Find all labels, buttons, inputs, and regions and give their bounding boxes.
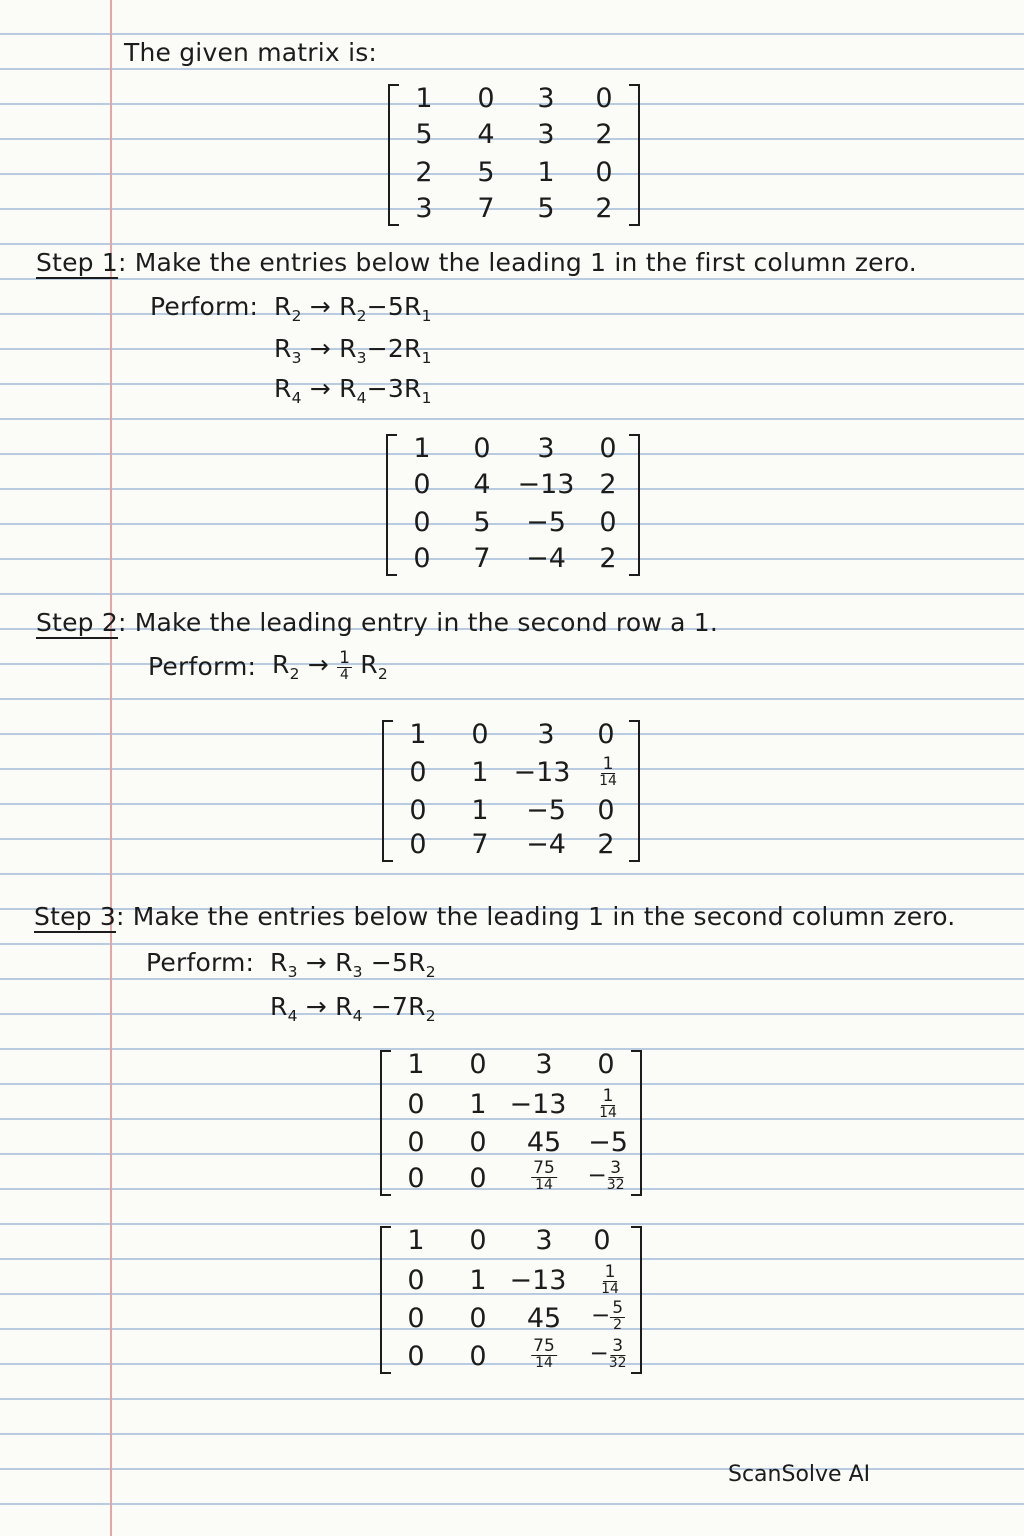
matrix-cell: 0 [599, 507, 617, 538]
matrix-cell: 1 [415, 83, 433, 114]
step2-perform: Perform: [148, 652, 257, 681]
step3-op1: $R_3 \to R_3 -5R_2$ [270, 948, 436, 981]
matrix-cell: 5 [537, 193, 555, 224]
matrix-cell: 1 [407, 1225, 425, 1256]
matrix-cell: 2 [595, 119, 613, 150]
matrix-cell: 3 [535, 1049, 553, 1080]
step1-op3: $R_4 \to R_4-3R_1$ [274, 374, 432, 407]
matrix-cell: 2 [597, 829, 615, 860]
bracket-left [382, 720, 393, 862]
matrix-cell: 45 [526, 1303, 562, 1334]
matrix-cell: 0 [469, 1225, 487, 1256]
bracket-left [388, 84, 399, 226]
matrix-cell: 1 [469, 1265, 487, 1296]
matrix-cell: 0 [413, 469, 431, 500]
step2-op1: $R_2$ → $\frac{1}{4}$ $R_2$ [272, 648, 388, 683]
matrix-cell: −5 [526, 795, 566, 826]
matrix-cell: 3 [537, 119, 555, 150]
bracket-right [629, 84, 640, 226]
step3-label: Step 3 [34, 902, 116, 931]
matrix-cell: 0 [407, 1341, 425, 1372]
matrix-cell: 0 [599, 433, 617, 464]
matrix-cell: 0 [595, 83, 613, 114]
matrix-cell-fraction: $\frac{75}{14}$ [533, 1158, 555, 1193]
step3-perform: Perform: [146, 948, 255, 977]
bracket-left [380, 1050, 391, 1196]
matrix-cell: 5 [477, 157, 495, 188]
matrix-cell: 0 [469, 1163, 487, 1194]
matrix-cell: −5 [526, 507, 566, 538]
bracket-left [386, 434, 397, 576]
matrix-cell-fraction: − $\frac{3}{32}$ [589, 1336, 627, 1371]
step1-op2: $R_3 \to R_3-2R_1$ [274, 334, 432, 367]
matrix-cell: 0 [469, 1341, 487, 1372]
matrix-cell: 1 [407, 1049, 425, 1080]
matrix-cell: 2 [599, 469, 617, 500]
matrix-cell: −13 [509, 1089, 567, 1120]
matrix-cell: 0 [413, 543, 431, 574]
margin-line [110, 0, 112, 1536]
matrix-cell: 5 [415, 119, 433, 150]
matrix-cell-fraction: $\frac{1}{14}$ [601, 1262, 619, 1297]
matrix-cell: 3 [415, 193, 433, 224]
matrix-cell: 2 [599, 543, 617, 574]
matrix-cell: 0 [469, 1127, 487, 1158]
matrix-cell: −4 [526, 829, 566, 860]
fraction: $\frac{1}{4}$ [339, 648, 351, 683]
step1-desc: : Make the entries below the leading 1 in the first column zero. [117, 248, 917, 277]
step2-heading [36, 608, 718, 637]
matrix-step3-b [380, 1226, 642, 1374]
matrix-cell: 0 [471, 719, 489, 750]
matrix-cell: −5 [588, 1127, 628, 1158]
matrix-cell: 0 [409, 795, 427, 826]
step1-heading [36, 248, 917, 277]
matrix-step3-a [380, 1050, 642, 1196]
matrix-cell: 1 [409, 719, 427, 750]
matrix-cell: 7 [477, 193, 495, 224]
matrix-cell: 3 [537, 83, 555, 114]
matrix-cell: 4 [473, 469, 491, 500]
bracket-left [380, 1226, 391, 1374]
matrix-cell: 0 [473, 433, 491, 464]
matrix-cell-fraction: $\frac{1}{14}$ [599, 754, 617, 789]
intro-text: The given matrix is: [124, 38, 378, 67]
matrix-cell: 0 [593, 1225, 611, 1256]
matrix-cell: 45 [526, 1127, 562, 1158]
matrix-cell: 0 [407, 1265, 425, 1296]
matrix-cell: 0 [469, 1049, 487, 1080]
matrix-cell: 0 [409, 757, 427, 788]
matrix-cell: 7 [473, 543, 491, 574]
bracket-right [629, 720, 640, 862]
matrix-cell: 0 [409, 829, 427, 860]
matrix-cell: −13 [517, 469, 575, 500]
matrix-cell: 4 [477, 119, 495, 150]
matrix-cell: 3 [535, 1225, 553, 1256]
matrix-cell: 5 [473, 507, 491, 538]
step3-heading [34, 902, 955, 931]
matrix-cell: 2 [415, 157, 433, 188]
matrix-cell: 3 [537, 433, 555, 464]
step2-label: Step 2 [36, 608, 118, 637]
matrix-cell: 0 [597, 1049, 615, 1080]
matrix-cell: 0 [407, 1303, 425, 1334]
matrix-cell: 0 [407, 1127, 425, 1158]
matrix-cell: 0 [595, 157, 613, 188]
matrix-cell: 0 [597, 795, 615, 826]
matrix-cell: 0 [469, 1303, 487, 1334]
matrix-cell: 1 [537, 157, 555, 188]
matrix-cell: −13 [513, 757, 571, 788]
matrix-cell: 3 [537, 719, 555, 750]
matrix-cell: 0 [477, 83, 495, 114]
matrix-cell: 0 [413, 507, 431, 538]
matrix-cell-fraction: − $\frac{3}{32}$ [587, 1158, 625, 1193]
matrix-cell: 1 [471, 757, 489, 788]
matrix-cell-fraction: − $\frac{5}{2}$ [590, 1298, 624, 1333]
step2-desc: : Make the leading entry in the second row a 1. [117, 608, 719, 637]
matrix-cell: 1 [413, 433, 431, 464]
matrix-cell: 0 [407, 1163, 425, 1194]
matrix-cell: −4 [526, 543, 566, 574]
matrix-cell: −13 [509, 1265, 567, 1296]
matrix-given [388, 84, 640, 226]
matrix-cell: 7 [471, 829, 489, 860]
step1-label: Step 1 [36, 248, 118, 277]
matrix-step2 [382, 720, 640, 862]
matrix-cell: 1 [469, 1089, 487, 1120]
step3-desc: : Make the entries below the leading 1 in the second column zero. [115, 902, 956, 931]
matrix-cell: 0 [407, 1089, 425, 1120]
matrix-cell: 2 [595, 193, 613, 224]
bracket-right [631, 1050, 642, 1196]
matrix-cell: 0 [597, 719, 615, 750]
matrix-cell-fraction: $\frac{1}{14}$ [599, 1086, 617, 1121]
brand-footer: ScanSolve AI [728, 1462, 871, 1487]
step1-perform: Perform: [150, 292, 259, 321]
step3-op2: $R_4 \to R_4 -7R_2$ [270, 992, 436, 1025]
bracket-right [629, 434, 640, 576]
matrix-cell-fraction: $\frac{75}{14}$ [533, 1336, 555, 1371]
matrix-step1 [386, 434, 640, 576]
step1-op1: $R_2 \to R_2-5R_1$ [274, 292, 432, 325]
matrix-cell: 1 [471, 795, 489, 826]
bracket-right [631, 1226, 642, 1374]
